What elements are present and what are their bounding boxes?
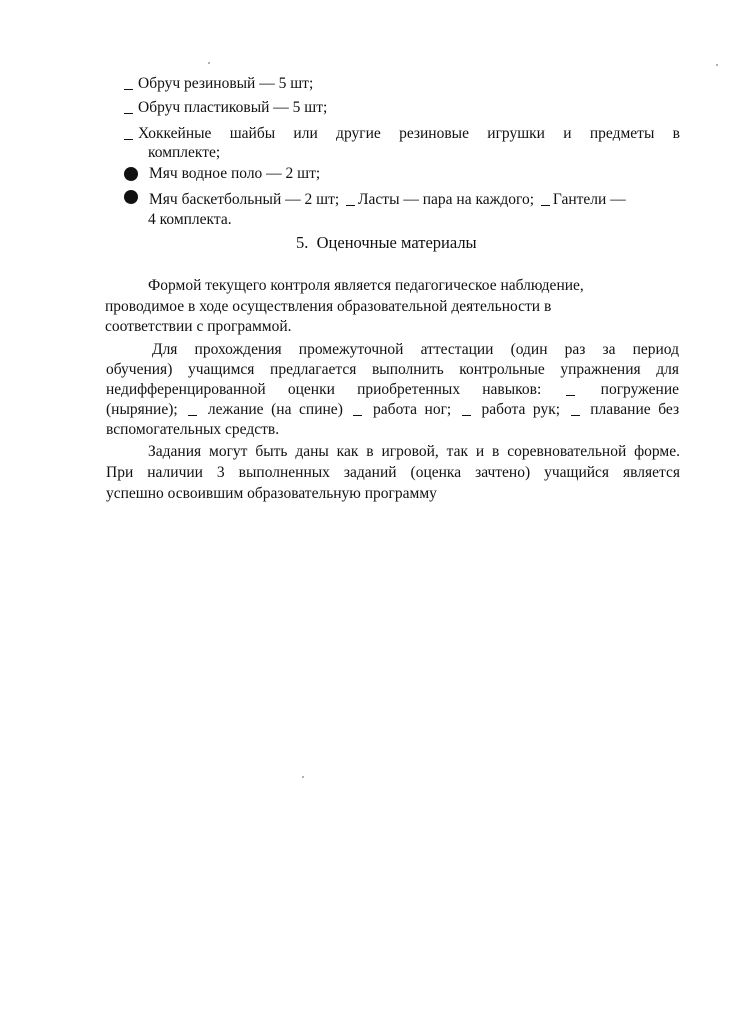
dash-marker <box>566 395 575 397</box>
list-item: Обруч резиновый — 5 шт; <box>124 74 313 94</box>
list-item-continuation: 4 комплекта. <box>148 211 232 228</box>
dash-marker <box>188 415 197 417</box>
dash-marker <box>462 415 471 417</box>
paragraph-line: недифференцированной оценки приобретенных навыков: погружение <box>106 381 680 398</box>
list-item: Мяч водное поло — 2 шт; <box>149 165 321 182</box>
paragraph-line: Для прохождения промежуточной аттестации (один раз за период <box>152 341 679 358</box>
dash-marker <box>124 113 133 115</box>
section-heading: 5. Оценочные материалы <box>296 233 477 252</box>
bullet-icon <box>124 190 138 204</box>
paragraph-line: Формой текущего контроля является педагогическое наблюдение, <box>148 277 584 294</box>
list-item: Хоккейные шайбы или другие резиновые игрушки и предметы в <box>124 124 680 144</box>
dash-marker <box>571 415 580 417</box>
list-item: Обруч пластиковый — 5 шт; <box>124 98 327 118</box>
paragraph-line: Задания могут быть даны как в игровой, так и в соревновательной форме. <box>148 443 680 460</box>
list-item: Мяч баскетбольный — 2 шт; Ласты — пара на каждого; Гантели — <box>149 191 626 208</box>
list-item-continuation: комплекте; <box>148 144 221 161</box>
scan-speck <box>302 776 304 778</box>
dash-marker <box>541 205 550 207</box>
bullet-icon <box>124 167 138 181</box>
dash-marker <box>346 205 355 207</box>
dash-marker <box>124 139 133 141</box>
paragraph-line: проводимое в ходе осуществления образовательной деятельности в <box>105 298 552 315</box>
scan-speck <box>208 62 210 64</box>
paragraph-line: При наличии 3 выполненных заданий (оценка зачтено) учащийся является <box>106 464 680 481</box>
dash-marker <box>124 89 133 91</box>
paragraph-line: успешно освоившим образовательную программу <box>106 485 437 502</box>
paragraph-line: соответствии с программой. <box>105 318 292 335</box>
paragraph-line: (ныряние); лежание (на спине) работа ног; работа рук; плавание без <box>106 401 680 418</box>
dash-marker <box>353 415 362 417</box>
paragraph-line: вспомогательных средств. <box>106 421 280 438</box>
scan-speck <box>716 64 718 66</box>
paragraph-line: обучения) учащимся предлагается выполнить контрольные упражнения для <box>106 361 679 378</box>
